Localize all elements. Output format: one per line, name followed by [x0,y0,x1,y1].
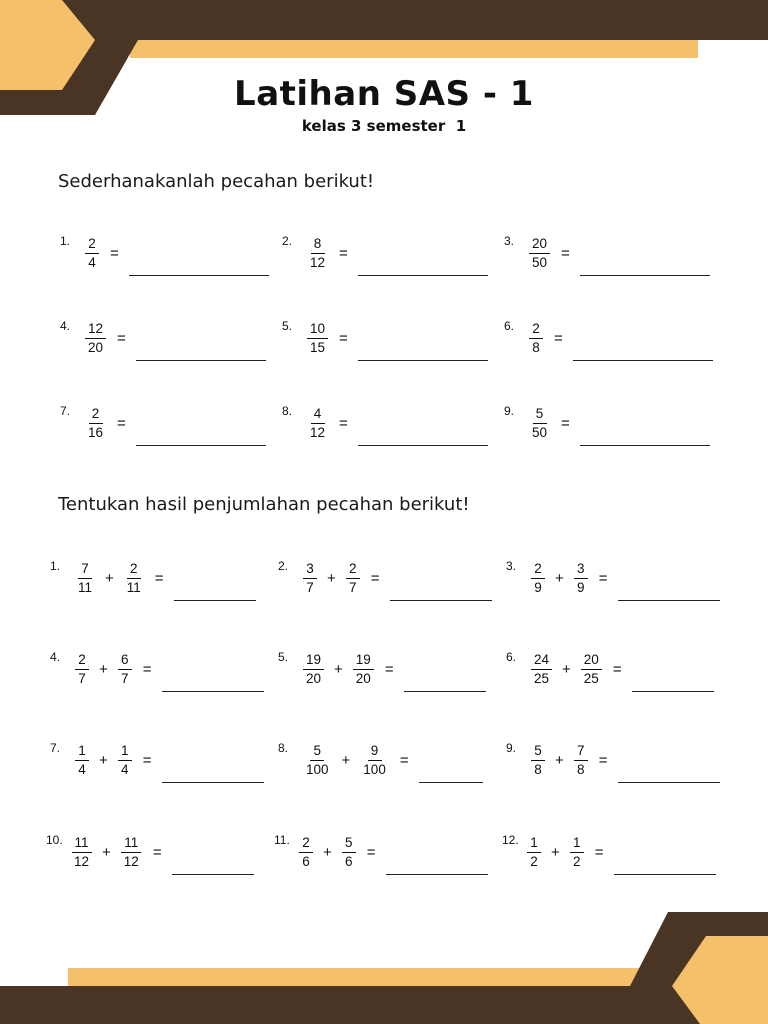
item-number: 7. [60,404,71,418]
numerator: 12 [85,322,106,339]
item-number: 2. [282,234,293,248]
numerator: 24 [531,653,552,670]
equals-sign: = [154,569,164,587]
top-gold-band [130,40,698,58]
item-number: 7. [50,741,61,755]
fraction-a [303,562,317,594]
equals-sign: = [399,751,409,769]
plus-sign: + [551,843,560,861]
item-number: 1. [50,559,61,573]
plus-sign: + [102,843,111,861]
denominator: 50 [532,424,548,440]
denominator: 6 [345,853,353,869]
equals-sign: = [117,414,126,432]
numerator: 1 [570,836,584,853]
answer-blank[interactable] [174,579,256,601]
numerator: 20 [581,653,602,670]
numerator: 4 [311,407,325,424]
section1-heading: Sederhanakanlah pecahan berikut! [58,171,375,192]
simplify-item [504,228,710,278]
simplify-item [282,313,488,363]
section2-heading: Tentukan hasil penjumlahan pecahan berikut! [58,494,470,515]
subtitle-text: kelas 3 semester 1 [301,117,467,135]
denominator: 8 [534,761,542,777]
denominator: 4 [78,761,86,777]
equals-sign: = [339,414,348,432]
numerator: 3 [574,562,588,579]
denominator: 12 [310,424,326,440]
plus-sign: + [99,751,108,769]
fraction-b [574,744,588,776]
numerator: 1 [75,744,89,761]
answer-blank[interactable] [358,339,488,361]
denominator: 4 [121,761,129,777]
numerator: 9 [368,744,382,761]
answer-blank[interactable] [136,424,266,446]
equals-sign: = [384,660,394,678]
numerator: 7 [574,744,588,761]
denominator: 9 [577,579,585,595]
fraction-a [531,562,545,594]
answer-blank[interactable] [136,339,266,361]
fraction [529,237,550,269]
item-number: 8. [282,404,293,418]
addition-item [278,553,492,603]
answer-blank[interactable] [573,339,713,361]
fraction [529,322,543,354]
denominator: 7 [78,670,86,686]
numerator: 5 [310,744,324,761]
fraction-b [360,744,389,776]
numerator: 10 [307,322,328,339]
answer-blank[interactable] [580,254,710,276]
answer-blank[interactable] [580,424,710,446]
numerator: 19 [353,653,374,670]
equals-sign: = [594,843,604,861]
numerator: 11 [121,836,141,853]
simplify-item [60,228,269,278]
fraction [307,237,328,269]
item-number: 1. [60,234,71,248]
answer-blank[interactable] [162,670,264,692]
denominator: 2 [530,853,538,869]
denominator: 20 [306,670,322,686]
addition-item [46,827,254,877]
denominator: 8 [532,339,540,355]
bottom-right-dark-shape [630,912,768,1024]
numerator: 6 [118,653,132,670]
fraction-b [574,562,588,594]
equals-sign: = [142,660,152,678]
simplify-item [282,228,488,278]
fraction-a [299,836,313,868]
answer-blank[interactable] [419,761,483,783]
answer-blank[interactable] [614,853,716,875]
fraction-b [342,836,356,868]
fraction-a [75,653,89,685]
bottom-dark-band [0,986,768,1024]
numerator: 7 [78,562,92,579]
denominator: 11 [126,579,141,595]
fraction-b [570,836,584,868]
denominator: 2 [573,853,581,869]
numerator: 2 [85,237,99,254]
equals-sign: = [370,569,380,587]
equals-sign: = [152,843,162,861]
addition-item [506,553,720,603]
fraction-a [303,744,332,776]
item-number: 4. [60,319,71,333]
denominator: 50 [532,254,548,270]
fraction-b [118,653,132,685]
denominator: 12 [123,853,139,869]
simplify-item [504,313,713,363]
equals-sign: = [142,751,152,769]
item-number: 6. [506,650,517,664]
numerator: 5 [342,836,356,853]
numerator: 2 [89,407,103,424]
answer-blank[interactable] [386,853,488,875]
answer-blank[interactable] [129,254,269,276]
answer-blank[interactable] [632,670,714,692]
numerator: 2 [127,562,141,579]
item-number: 2. [278,559,289,573]
fraction-a [531,653,552,685]
numerator: 2 [529,322,543,339]
fraction [307,322,328,354]
numerator: 2 [346,562,360,579]
bottom-right-gold-shape [672,936,768,1024]
page-subtitle [0,117,768,135]
fraction-a [75,562,95,594]
fraction-b [353,653,374,685]
fraction-a [75,744,89,776]
numerator: 2 [299,836,313,853]
fraction-b [124,562,144,594]
denominator: 100 [306,761,329,777]
denominator: 12 [74,853,90,869]
fraction [85,322,106,354]
addition-item [278,644,486,694]
fraction-b [346,562,360,594]
addition-item [278,735,483,785]
item-number: 9. [506,741,517,755]
fraction-a [527,836,541,868]
numerator: 1 [118,744,132,761]
addition-item [274,827,488,877]
fraction-b [121,836,142,868]
page-title: Latihan SAS - 1 [234,74,534,114]
item-number: 11. [274,833,290,847]
numerator: 1 [527,836,541,853]
bottom-gold-band [68,968,668,986]
answer-blank[interactable] [172,853,254,875]
numerator: 5 [533,407,547,424]
answer-blank[interactable] [358,254,488,276]
item-number: 10. [46,833,63,847]
denominator: 8 [577,761,585,777]
answer-blank[interactable] [404,670,486,692]
equals-sign: = [339,329,348,347]
answer-blank[interactable] [618,579,720,601]
equals-sign: = [110,244,119,262]
numerator: 5 [531,744,545,761]
simplify-item [282,398,488,448]
item-number: 8. [278,741,289,755]
equals-sign: = [612,660,622,678]
answer-blank[interactable] [618,761,720,783]
fraction [85,407,106,439]
plus-sign: + [105,569,114,587]
denominator: 4 [88,254,96,270]
addition-item [50,735,264,785]
plus-sign: + [327,569,336,587]
item-number: 4. [50,650,61,664]
equals-sign: = [598,751,608,769]
plus-sign: + [323,843,332,861]
numerator: 8 [311,237,325,254]
denominator: 25 [534,670,550,686]
denominator: 20 [88,339,104,355]
fraction-b [118,744,132,776]
item-number: 5. [278,650,289,664]
addition-item [502,827,716,877]
denominator: 7 [121,670,129,686]
answer-blank[interactable] [162,761,264,783]
numerator: 11 [72,836,92,853]
fraction [307,407,328,439]
simplify-item [504,398,710,448]
denominator: 20 [355,670,371,686]
equals-sign: = [561,414,570,432]
denominator: 25 [583,670,599,686]
numerator: 3 [303,562,317,579]
answer-blank[interactable] [390,579,492,601]
fraction-a [531,744,545,776]
fraction-a [303,653,324,685]
numerator: 2 [531,562,545,579]
item-number: 3. [506,559,517,573]
denominator: 7 [306,579,314,595]
denominator: 9 [534,579,542,595]
denominator: 15 [310,339,326,355]
denominator: 6 [302,853,310,869]
item-number: 6. [504,319,515,333]
equals-sign: = [561,244,570,262]
item-number: 3. [504,234,515,248]
plus-sign: + [555,569,564,587]
fraction-a [71,836,92,868]
plus-sign: + [99,660,108,678]
denominator: 11 [78,579,93,595]
simplify-item [60,398,266,448]
addition-item [506,644,714,694]
answer-blank[interactable] [358,424,488,446]
denominator: 100 [363,761,386,777]
fraction [529,407,550,439]
equals-sign: = [366,843,376,861]
equals-sign: = [339,244,348,262]
plus-sign: + [334,660,343,678]
equals-sign: = [117,329,126,347]
top-dark-band [0,0,768,40]
addition-item [50,553,256,603]
plus-sign: + [555,751,564,769]
denominator: 16 [88,424,104,440]
numerator: 2 [75,653,89,670]
plus-sign: + [341,751,351,769]
equals-sign: = [598,569,608,587]
numerator: 19 [303,653,324,670]
fraction-b [581,653,602,685]
equals-sign: = [554,329,563,347]
denominator: 12 [310,254,326,270]
plus-sign: + [562,660,571,678]
numerator: 20 [529,237,550,254]
addition-item [506,735,720,785]
addition-item [50,644,264,694]
item-number: 5. [282,319,293,333]
fraction [85,237,99,269]
simplify-item [60,313,266,363]
item-number: 12. [502,833,519,847]
denominator: 7 [349,579,357,595]
item-number: 9. [504,404,515,418]
